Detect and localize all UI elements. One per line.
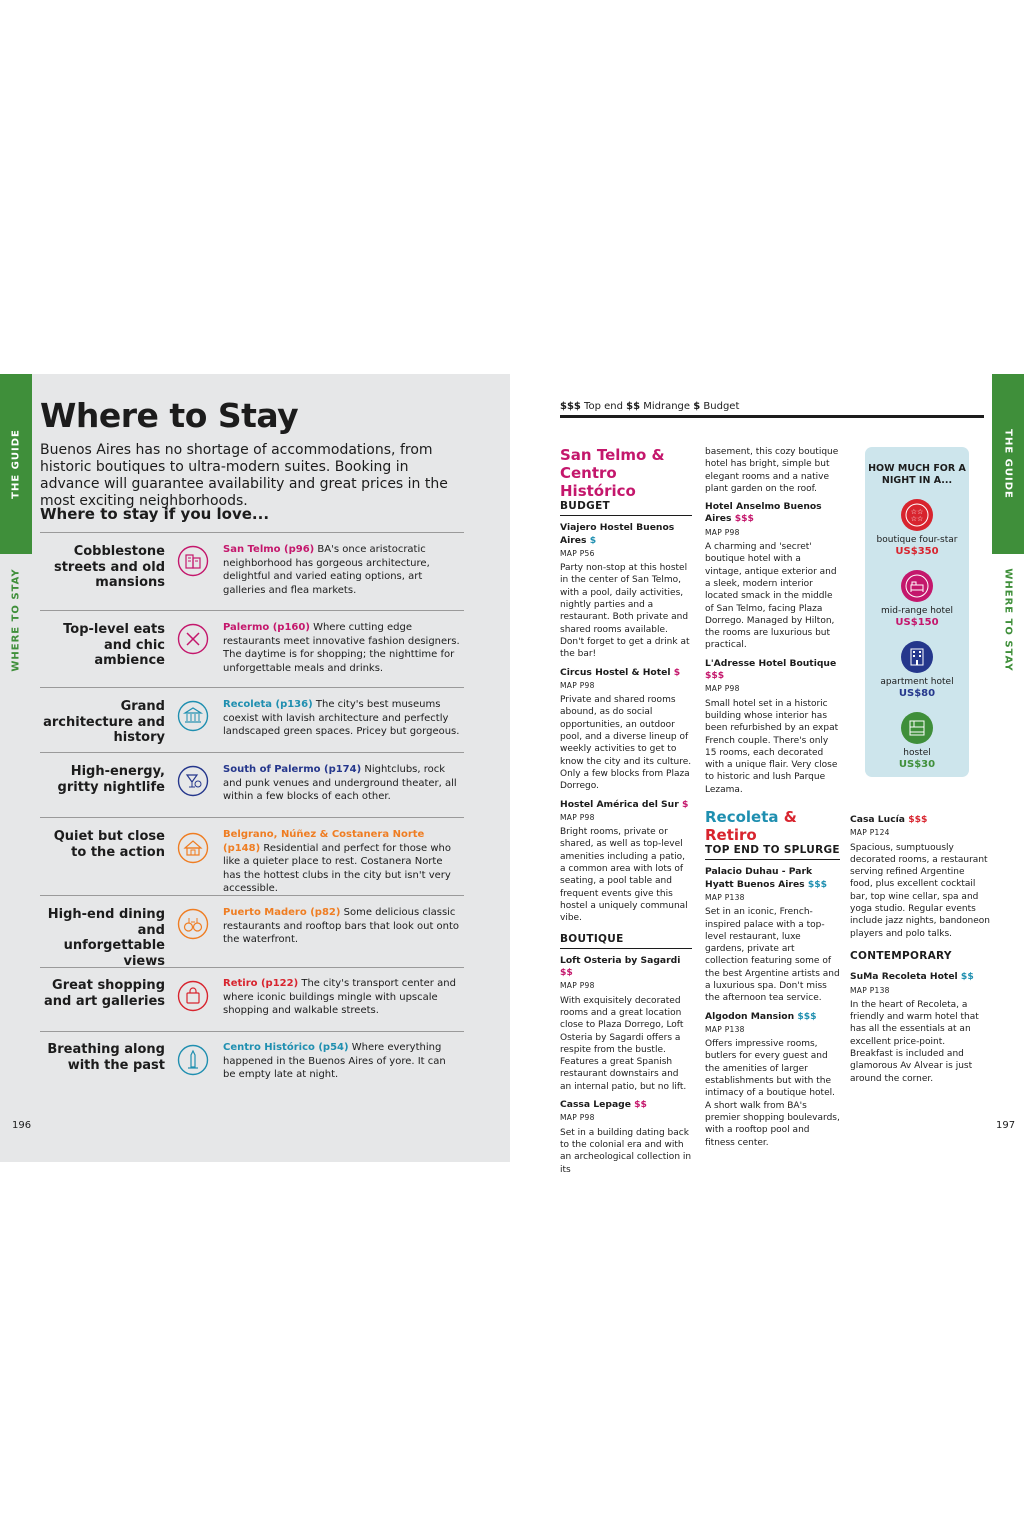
map-ref: MAP P138 <box>705 1024 745 1034</box>
area-name: Palermo (p160) <box>223 622 310 633</box>
guide-tab-label: THE GUIDE <box>1002 429 1014 499</box>
sidebar-item: apartment hotel US$80 <box>865 641 969 700</box>
row-label: High-end dining and unforgettable views <box>47 907 165 969</box>
utensils-icon <box>177 623 209 655</box>
section-heading: Recoleta & Retiro <box>705 808 797 845</box>
row-label: Breathing along with the past <box>47 1042 165 1073</box>
house-icon <box>177 832 209 864</box>
category-budget: BUDGET <box>560 500 692 516</box>
area-name: South of Palermo (p174) <box>223 764 362 775</box>
section-tab <box>0 560 32 680</box>
hotel-name: Hotel Anselmo Buenos Aires $$$ <box>705 501 822 525</box>
sidebar-item: ☆☆ ☆☆ boutique four-star US$350 <box>865 499 969 558</box>
bed-icon <box>901 570 933 602</box>
drink-icon <box>177 765 209 797</box>
hotel-description: Set in a building dating back to the colonial era and with an archeological collection in its <box>560 1127 692 1175</box>
category-boutique: BOUTIQUE <box>560 933 692 949</box>
row-label: Top-level eats and chic ambience <box>63 622 165 668</box>
map-ref: MAP P98 <box>560 981 595 991</box>
column-3 <box>850 808 990 1085</box>
list-item <box>40 967 464 1031</box>
area-name: Centro Histórico (p54) <box>223 1042 349 1053</box>
sidebar-item: mid-range hotel US$150 <box>865 570 969 629</box>
hotel-description: Set in an iconic, French-inspired palace with a top-level restaurant, luxe gardens, private art collection featuring some of the best Argentine artists and a luxurious spa. Don't miss the afternoon tea service. <box>705 907 840 1004</box>
section-tab <box>992 560 1024 680</box>
love-heading: Where to stay if you love... <box>40 505 270 523</box>
hotel-description: With exquisitely decorated rooms and a great location close to Plaza Dorrego, Loft Osteria by Sagardi offers a respite from the bustle. Features a great Spanish restaurant downstairs and an internal patio, but no lift. <box>560 995 687 1092</box>
guide-tab-label: THE GUIDE <box>10 429 22 499</box>
hotel-name: L'Adresse Hotel Boutique $$$ <box>705 657 837 682</box>
row-text: Retiro (p122) The city's transport center and where iconic buildings mingle with upscale shopping and walkable streets. <box>223 978 456 1016</box>
svg-text:☆☆: ☆☆ <box>910 508 924 516</box>
column-1 <box>560 446 692 1176</box>
row-label: Grand architecture and history <box>43 699 165 745</box>
row-label: Quiet but close to the action <box>53 829 165 860</box>
list-item <box>40 610 464 687</box>
list-item <box>40 532 464 610</box>
map-ref: MAP P98 <box>705 527 740 537</box>
area-name: Retiro (p122) <box>223 978 299 989</box>
map-ref: MAP P98 <box>560 1113 595 1123</box>
row-text: Puerto Madero (p82) Some delicious classic restaurants and rooftop bars that look out onto the waterfront. <box>223 907 460 945</box>
map-ref: MAP P138 <box>705 892 745 902</box>
map-ref: MAP P56 <box>560 548 595 558</box>
hotel-description: basement, this cozy boutique hotel has bright, simple but elegant rooms and a native plant garden on the roof. <box>705 447 839 494</box>
column-2 <box>705 446 840 1149</box>
museum-icon <box>177 700 209 732</box>
hotel-name: Hostel América del Sur $ <box>560 798 689 810</box>
hotel-name: SuMa Recoleta Hotel $$ <box>850 971 974 983</box>
section-tab-label: WHERE TO STAY <box>1002 568 1014 672</box>
guide-tab <box>0 374 32 554</box>
price-legend: $$$ Top end $$ Midrange $ Budget <box>560 401 984 418</box>
hotel-name: Loft Osteria by Sagardi $$ <box>560 954 681 979</box>
price-sidebar <box>865 447 969 777</box>
map-ref: MAP P98 <box>560 812 595 822</box>
category-top-end: TOP END TO SPLURGE <box>705 844 840 860</box>
right-page <box>510 374 1024 1175</box>
hotel-name: Casa Lucía $$$ <box>850 814 928 825</box>
sidebar-title: HOW MUCH FOR A NIGHT IN A... <box>868 463 966 486</box>
row-text: Recoleta (p136) The city's best museums coexist with lavish architecture and perfectly landscaped green spaces. Pricey but gorgeous. <box>223 699 460 737</box>
row-text: Palermo (p160) Where cutting edge restaurants meet innovative fashion designers. The daytime is for shopping; the nighttime for unforgettable meals and drinks. <box>223 622 460 674</box>
left-page <box>0 374 510 1162</box>
hotel-description: Offers impressive rooms, butlers for every guest and the amenities of larger establishments but with the intimacy of a boutique hotel. A short walk from BA's premier shopping boulevards, with a rooftop pool and fitness center. <box>705 1039 840 1148</box>
hotel-name: Cassa Lepage $$ <box>560 1099 647 1111</box>
hotel-name: Algodon Mansion $$$ <box>705 1010 817 1022</box>
hotel-description: A charming and 'secret' boutique hotel with a vintage, antique exterior and a sleek, modern interior located smack in the middle of San Telmo, facing Plaza Dorrego. Managed by Hilton, the rooms are luxurious but practical. <box>705 542 837 651</box>
hotel-description: Spacious, sumptuously decorated rooms, a restaurant serving refined Argentine food, plus excellent cocktail bar, top wine cellar, spa and yoga studio. Regular events include jazz nights, bandoneon players and polo talks. <box>850 842 990 939</box>
list-item <box>40 752 464 817</box>
row-text: Belgrano, Núñez & Costanera Norte (p148) Residential and perfect for those who like a quieter place to rest. Costanera Norte has the hottest clubs in the city but isn't very accessible. <box>223 829 451 894</box>
category-contemporary: CONTEMPORARY <box>850 949 952 962</box>
apartment-icon <box>901 641 933 673</box>
sidebar-item: hostel US$30 <box>865 712 969 771</box>
hotel-name: Viajero Hostel Buenos Aires $ <box>560 522 675 546</box>
book-spread <box>0 374 1024 1175</box>
area-name: Puerto Madero (p82) <box>223 907 341 918</box>
map-ref: MAP P98 <box>705 684 740 694</box>
hotel-description: In the heart of Recoleta, a friendly and warm hotel that has all the essentials at an excellent price-point. Breakfast is included and glamorous Av Alvear is just around the corner. <box>850 999 979 1084</box>
list-item <box>40 687 464 752</box>
list-item <box>40 1031 464 1102</box>
section-tab-label: WHERE TO STAY <box>10 568 22 672</box>
hotel-description: Private and shared rooms abound, as do social opportunities, an outdoor pool, and a diverse lineup of weekly activities to get to know the city and its culture. Only a few blocks from Plaza Dorrego. <box>560 695 692 792</box>
neighborhood-list <box>40 532 464 1102</box>
svg-text:☆☆: ☆☆ <box>910 515 924 523</box>
row-text: San Telmo (p96) BA's once aristocratic neighborhood has gorgeous architecture, delightful and varied eating options, art galleries and flea markets. <box>223 544 430 596</box>
shopping-bag-icon <box>177 980 209 1012</box>
hotel-name: Palacio Duhau - Park Hyatt Buenos Aires $$$ <box>705 866 828 890</box>
bunk-bed-icon <box>901 712 933 744</box>
map-ref: MAP P98 <box>560 680 595 690</box>
row-text: Centro Histórico (p54) Where everything happened in the Buenos Aires of yore. It can be empty late at night. <box>223 1042 446 1080</box>
hotel-name: Circus Hostel & Hotel $ <box>560 666 681 678</box>
guide-tab <box>992 374 1024 554</box>
hotel-description: Party non-stop at this hostel in the center of San Telmo, with a pool, daily activities, nightly parties and a restaurant. Both private and shared rooms available. Don't forget to get a drink at the bar! <box>560 563 690 660</box>
area-name: San Telmo (p96) <box>223 544 315 555</box>
stars-icon <box>901 499 933 531</box>
intro-text: Buenos Aires has no shortage of accommodations, from historic boutiques to ultra-modern suites. Booking in advance will guarantee availability and great prices in the most exciting neighborhoods. <box>40 442 448 509</box>
list-item <box>40 895 464 967</box>
map-ref: MAP P124 <box>850 828 890 838</box>
page-number-right: 197 <box>996 1120 1016 1131</box>
area-name: Recoleta (p136) <box>223 699 313 710</box>
map-ref: MAP P138 <box>850 985 890 995</box>
hotel-description: Bright rooms, private or shared, as well as top-level amenities including a patio, a common area with lots of seating, a pool table and frequent events give this hostel a uniquely communal vibe. <box>560 827 688 924</box>
obelisk-icon <box>177 1044 209 1076</box>
row-label: Great shopping and art galleries <box>43 978 165 1009</box>
page-number-left: 196 <box>12 1120 32 1131</box>
binoculars-icon <box>177 908 209 940</box>
row-label: Cobblestone streets and old mansions <box>53 544 165 590</box>
row-text: South of Palermo (p174) Nightclubs, rock and punk venues and underground theater, all within a few blocks of each other. <box>223 764 457 802</box>
buildings-icon <box>177 545 209 577</box>
section-heading: San Telmo & Centro Histórico <box>560 446 665 500</box>
area-name: Belgrano, Núñez & Costanera Norte (p148) <box>223 829 425 854</box>
row-label: High-energy, gritty nightlife <box>57 764 165 795</box>
page-title: Where to Stay <box>40 396 299 435</box>
list-item <box>40 817 464 895</box>
hotel-description: Small hotel set in a historic building whose interior has been refurbished by an expat French couple. There's only 15 rooms, each decorated with a unique flair. Very close to historic and lush Parque Lezama. <box>705 698 839 795</box>
